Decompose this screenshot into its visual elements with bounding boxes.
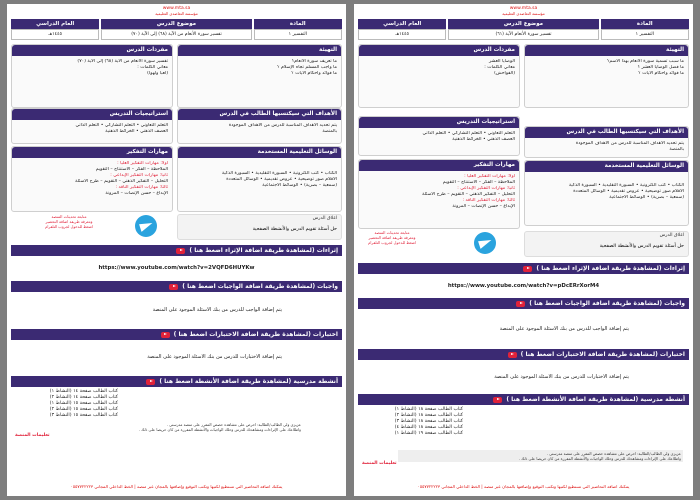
subject-label: المادة (601, 19, 689, 29)
youtube-icon[interactable] (176, 248, 185, 254)
telegram-icon[interactable] (474, 232, 496, 254)
tool-line: الكتاب • كتب الكترونية • السبورة التقليدية • السبورة الذكية (568, 183, 684, 188)
activity-item: كتاب الطالب صفحة ١٤ (النشاط ٢) (49, 395, 118, 400)
activity-item: كتاب الطالب صفحة ١٨ (النشاط ١) (394, 407, 463, 412)
tools-title: الوسائل التعليمية المستخدمة (178, 147, 341, 158)
skills-box (11, 146, 173, 212)
vocab-box (11, 44, 173, 108)
activity-item: كتاب الطالب صفحة ١٥ (النشاط ٢) (49, 407, 118, 412)
skills-title: مهارات التفكير (12, 147, 172, 158)
tools-box (177, 146, 342, 212)
tests-header[interactable] (11, 329, 342, 340)
youtube-icon[interactable] (493, 397, 502, 403)
closure-title: اغلاق الدرس (312, 216, 337, 221)
activities-list (18, 389, 118, 419)
enrichment-link[interactable]: https://www.youtube.com/watch?v=2VQFD6HUYKw (98, 265, 255, 271)
strategy-line: التعلم التعاوني • التعلم التشاركي • التعلم الذاتي (75, 123, 168, 128)
youtube-icon[interactable] (161, 332, 170, 338)
page-footer: يمكنك اضافة التحاضير التي تستطيع لكتبها وتكتب التوقيع وإضافتها بالمجان عبر منصة | الخط الداخلي المجاني ٠٥٥٧٧٢٢٢٢٣ (70, 484, 283, 489)
skills-heading: ثالثا: مهارات التفكير الناقد : (115, 185, 168, 190)
topic-value: تفسير سورة الأنعام من الآية (٦٨) إلى الآية (٧٠) (101, 29, 251, 40)
activity-item: كتاب الطالب صفحة ١٥ (النشاط ١) (49, 401, 118, 406)
telegram-line: ومعرفة طريقة اضافة التحضير (368, 235, 416, 240)
tool-line: (سمعية – بصرية) • الوسائط الاجتماعية (609, 195, 684, 200)
activities-label: أنشطة مدرسية (لمشاهدة طريقة اضافة الأنشطة اضغط هنا ) (159, 378, 338, 385)
homework-text: يتم إضافة الواجب للدرس من بنك الأسئلة الموجود على المنصة (499, 326, 629, 332)
youtube-icon[interactable] (508, 352, 517, 358)
homework-text: يتم إضافة الواجب للدرس من بنك الأسئلة الموجود على المنصة (152, 307, 282, 313)
vocab-title: مفردات الدرس (359, 45, 519, 56)
vocab-title: مفردات الدرس (12, 45, 172, 56)
intro-title: التهيئة (525, 45, 688, 56)
intro-line: ما فوائد وأحكام الآيات ؟ (638, 71, 684, 76)
telegram-icon[interactable] (135, 215, 157, 237)
page-footer: يمكنك اضافة التحاضير التي تستطيع لكتبها وتكتب التوقيع وإضافتها بالمجان عبر منصة | الخط الداخلي المجاني ٠٥٥٧٧٢٢٢٢٣ (417, 484, 630, 489)
parent-notes (51, 422, 301, 432)
intro-box (524, 44, 689, 108)
activity-item: كتاب الطالب صفحة ١٨ (النشاط ٤) (394, 425, 463, 430)
year-label: العام الدراسي (358, 19, 446, 29)
tool-line: (سمعية – بصرية) • الوسائط الاجتماعية (262, 183, 337, 188)
skills-title: مهارات التفكير (359, 160, 519, 171)
homework-header[interactable] (11, 281, 342, 292)
closure-title: اغلاق الدرس (659, 233, 684, 238)
telegram-caption[interactable] (362, 230, 422, 245)
year-label: العام الدراسي (11, 19, 99, 29)
goals-box (524, 126, 689, 158)
topic-value: تفسير سورة الأنعام الآية (٦١) (448, 29, 598, 40)
closure-text: حل أسئلة تقويم الدرس والأنشطة الصفحية (252, 227, 337, 232)
topic-label: موضوع الدرس (448, 19, 598, 29)
activity-item: كتاب الطالب صفحة ١٤ (النشاط ١) (49, 389, 118, 394)
lesson-page-left (7, 4, 346, 496)
intro-line: ما واجب المسلم تجاه الإسلام ؟ (277, 65, 337, 70)
closure-text: حل أسئلة تقويم الدرس والأنشطة الصفحية (599, 244, 684, 249)
intro-line: ما تعريف سورة الأنعام؟ (291, 59, 337, 64)
strategy-line: التعلم التعاوني • التعلم التشاركي • التعلم الذاتي (422, 131, 515, 136)
note-line: عزيزي ولي الطالب/الطالبة: احرص على مشاهدة حصص المقرر على منصة مدرستي . (166, 422, 301, 427)
telegram-line: اضغط للدخول لجروب التلقرام (368, 240, 416, 245)
site-url[interactable]: www.mta.sa (509, 6, 538, 11)
skills-box (358, 159, 520, 229)
activities-header[interactable] (358, 394, 689, 405)
telegram-line: متابعة تحديثات المنصة (51, 214, 87, 219)
notes-key: تعليمات المنصة (15, 433, 50, 438)
goal-line: بالمنصة (322, 129, 337, 134)
activity-item: كتاب الطالب صفحة ١٥ (النشاط ٣) (49, 413, 118, 418)
vocab-line: تفسير سورة الأنعام من الآية (٦٨) إلى الآية (٧٠) (77, 59, 168, 64)
activity-item: كتاب الطالب صفحة ١٨ (النشاط ٢) (394, 413, 463, 418)
youtube-icon[interactable] (169, 284, 178, 290)
subject-value: التفسير ١ (254, 29, 342, 40)
tools-box (524, 160, 689, 226)
skills-heading: ثانيا: مهارات التفكير الإبداعي : (110, 173, 168, 178)
lesson-header-table (358, 19, 689, 40)
vocab-line: معاني الكلمات : (137, 65, 168, 70)
skills-heading: ثانيا: مهارات التفكير الإبداعي : (457, 186, 515, 191)
skills-line: الملاحظة – الفكر – الاستنتاج – التقويم (442, 180, 515, 185)
lesson-header-table (11, 19, 342, 40)
intro-line: ما فوائد وأحكام الآيات ؟ (291, 71, 337, 76)
tests-text: يتم إضافة الاختبارات للدرس من بنك الأسئلة الموجود على المنصة (147, 354, 282, 360)
notes-key: تعليمات المنصة (362, 461, 397, 466)
skills-line: الإبداع – حسن الإنصات – المرونة (452, 204, 515, 209)
homework-label: واجبات (لمشاهدة طريقة اضافة الواجبات اضغط هنا ) (529, 300, 685, 307)
goal-line: بالمنصة (669, 147, 684, 152)
goals-title: الأهداف التي سيكتسبها الطالب في الدرس (178, 109, 341, 120)
intro-line: ما فضل الوصايا العشر ؟ (637, 65, 684, 70)
year-value: ١٤٤٥هـ (358, 29, 446, 40)
activities-label: أنشطة مدرسية (لمشاهدة طريقة اضافة الأنشطة اضغط هنا ) (506, 396, 685, 403)
tests-label: اختبارات (لمشاهدة طريقة اضافة الاختبارات اضغط هنا ) (173, 331, 338, 338)
vocab-line: الوصايا العشر (488, 59, 515, 64)
tools-title: الوسائل التعليمية المستخدمة (525, 161, 688, 172)
topic-label: موضوع الدرس (101, 19, 251, 29)
telegram-line: متابعة تحديثات المنصة (374, 230, 410, 235)
enrichment-link[interactable]: https://www.youtube.com/watch?v=pDcERrXorM4 (447, 283, 600, 289)
telegram-caption[interactable] (39, 214, 99, 229)
goals-box (177, 108, 342, 144)
org-name: مؤسسة التعاضدي التعليمية (155, 11, 198, 16)
vocab-line: (الفواحش) (494, 71, 515, 76)
intro-title: التهيئة (178, 45, 341, 56)
strategy-line: العصف الذهني • الخرائط الذهنية (105, 129, 168, 134)
subject-value: التفسير ١ (601, 29, 689, 40)
tool-line: الأقلام صور توضيحية • عروض تقديمية • الوسائل المتعددة (226, 177, 337, 182)
youtube-icon[interactable] (146, 379, 155, 385)
strategies-box (11, 108, 173, 144)
note-line: واطلاعك على الإثراءات ومشاهدتك للدرس وحلك الواجبات والأنشطة المقررة من كان حريصا على ذلك . (518, 456, 681, 461)
year-value: ١٤٤٥هـ (11, 29, 99, 40)
closure-box (177, 214, 342, 240)
skills-line: الإبداع – حسن الإنصات – المرونة (105, 191, 168, 196)
intro-box (177, 44, 342, 108)
homework-label: واجبات (لمشاهدة طريقة اضافة الواجبات اضغط هنا ) (182, 283, 338, 290)
tests-label: اختبارات (لمشاهدة طريقة اضافة الاختبارات اضغط هنا ) (520, 351, 685, 358)
enrichment-label: إثراءات (لمشاهدة طريقة اضافة الإثراء اضغط هنا ) (536, 265, 685, 272)
skills-heading: ثالثا: مهارات التفكير الناقد : (462, 198, 515, 203)
skills-line: الملاحظة – الفكر – الاستنتاج – التقويم (95, 167, 168, 172)
vocab-box (358, 44, 520, 108)
parent-notes (398, 450, 683, 462)
subject-label: المادة (254, 19, 342, 29)
telegram-line: اضغط للدخول لجروب التلقرام (45, 224, 93, 229)
youtube-icon[interactable] (516, 301, 525, 307)
strategies-title: استراتيجيات التدريس (359, 117, 519, 128)
homework-header[interactable] (358, 298, 689, 309)
goal-line: يتم تحديد الأهداف المناسبة للدرس من الأهداف الموجودة (228, 123, 337, 128)
skills-heading: أولا: مهارات التفكير العليا : (464, 174, 515, 179)
strategy-line: العصف الذهني • الخرائط الذهنية (452, 137, 515, 142)
note-line: عزيزي ولي الطالب/الطالبة: احرص على مشاهدة حصص المقرر على منصة مدرستي . (546, 451, 681, 456)
closure-box (524, 231, 689, 257)
activity-item: كتاب الطالب صفحة ١٨ (النشاط ٣) (394, 419, 463, 424)
strategies-title: استراتيجيات التدريس (12, 109, 172, 120)
vocab-line: (لعبا ولهوا) (147, 71, 168, 76)
note-line: واطلاعك على الإثراءات ومشاهدتك للدرس وحلك الواجبات والأنشطة المقررة من كان حريصا على ذلك . (138, 427, 301, 432)
telegram-line: ومعرفة طريقة اضافة التحضير (45, 219, 93, 224)
vocab-line: معاني الكلمات : (484, 65, 515, 70)
lesson-page-right (354, 4, 693, 496)
tests-text: يتم إضافة الاختبارات للدرس من بنك الأسئلة الموجود على المنصة (494, 374, 629, 380)
skills-heading: أولا: مهارات التفكير العليا : (117, 161, 168, 166)
tests-header[interactable] (358, 349, 689, 360)
org-name: مؤسسة التعاضدي التعليمية (502, 11, 545, 16)
enrichment-header[interactable] (11, 245, 342, 256)
goal-line: يتم تحديد الأهداف المناسبة للدرس من الأهداف الموجودة (575, 141, 684, 146)
youtube-icon[interactable] (523, 266, 532, 272)
tool-line: الكتاب • كتب الكترونية • السبورة التقليدية • السبورة الذكية (221, 171, 337, 176)
activities-header[interactable] (11, 376, 342, 387)
site-url[interactable]: www.mta.sa (162, 6, 191, 11)
intro-line: ما سبب تسمية سورة الأنعام بهذا الاسم؟ (606, 59, 684, 64)
goals-title: الأهداف التي سيكتسبها الطالب في الدرس (525, 127, 688, 138)
skills-line: التحليل – التفكير الذهني – التقويم – طرح الأسئلة (75, 179, 168, 184)
tool-line: الأقلام صور توضيحية • عروض تقديمية • الوسائل المتعددة (573, 189, 684, 194)
strategies-box (358, 116, 520, 156)
enrichment-header[interactable] (358, 263, 689, 274)
enrichment-label: إثراءات (لمشاهدة طريقة اضافة الإثراء اضغط هنا ) (189, 247, 338, 254)
activity-item: كتاب الطالب صفحة ١٩ (النشاط ١) (394, 431, 463, 436)
skills-line: التحليل – التفكير الذهني – التقويم – طرح الأسئلة (422, 192, 515, 197)
activities-list (363, 407, 463, 437)
